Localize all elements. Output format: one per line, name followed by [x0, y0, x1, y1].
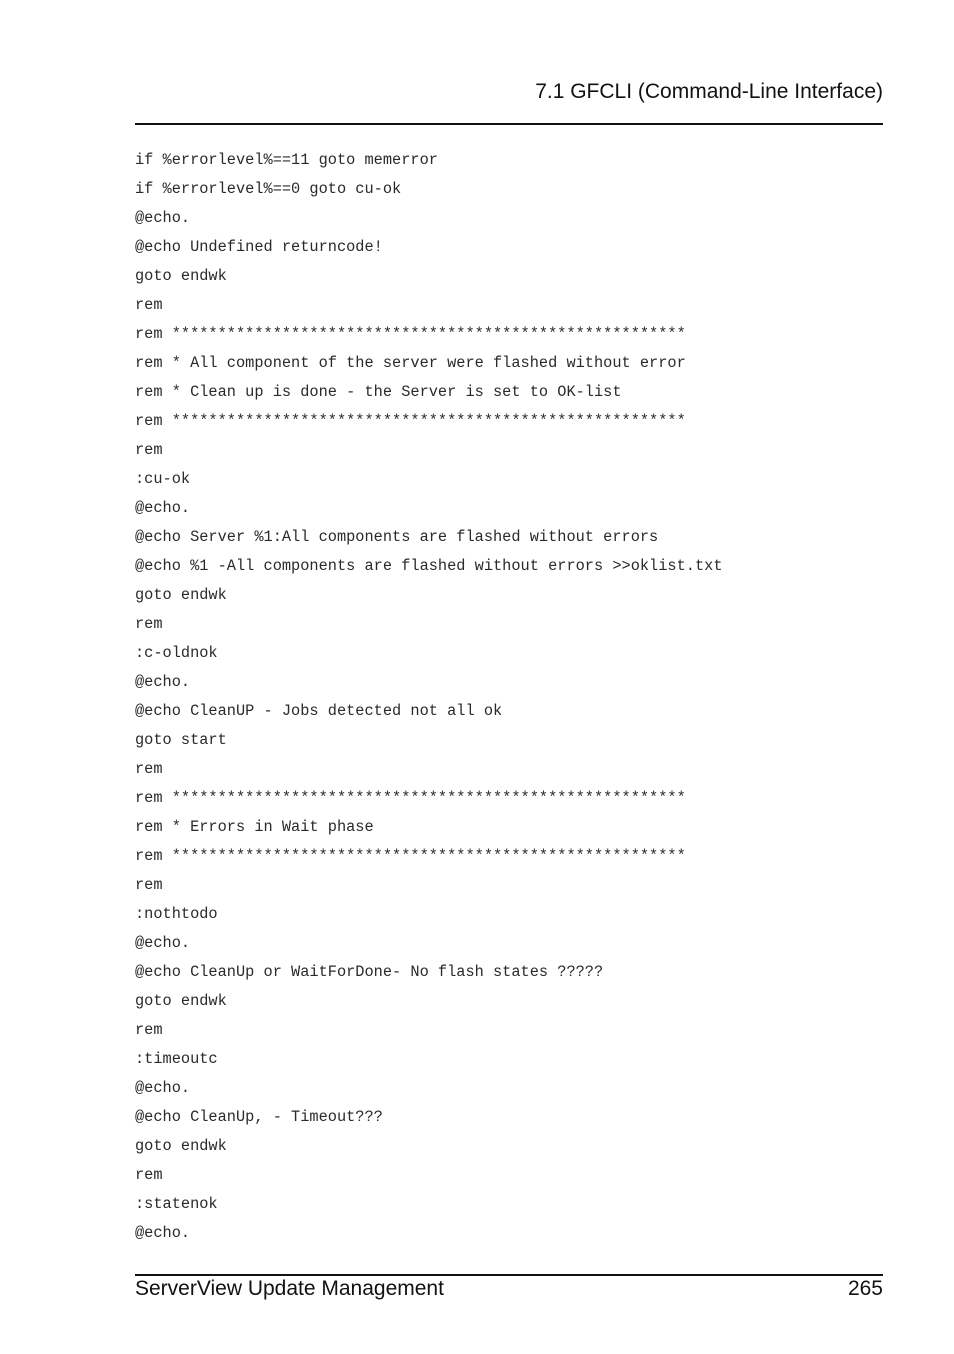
code-line: if %errorlevel%==0 goto cu-ok [135, 180, 402, 198]
code-line: @echo Server %1:All components are flashed without errors [135, 528, 659, 546]
code-line: goto endwk [135, 267, 227, 285]
code-line: :nothtodo [135, 905, 218, 923]
code-line: rem * Errors in Wait phase [135, 818, 374, 836]
code-line: :statenok [135, 1195, 218, 1213]
code-line: rem [135, 441, 163, 459]
code-line: @echo. [135, 934, 191, 952]
code-line: rem [135, 296, 163, 314]
code-line: rem [135, 615, 163, 633]
page-number: 265 [847, 1277, 883, 1300]
code-line: @echo CleanUp or WaitForDone- No flash states ????? [135, 963, 604, 981]
code-line: @echo. [135, 209, 191, 227]
code-line: @echo %1 -All components are flashed without errors >>oklist.txt [135, 557, 723, 575]
code-line: @echo Undefined returncode! [135, 238, 383, 256]
code-line: goto endwk [135, 1137, 227, 1155]
code-line: rem ******************************************************** [135, 789, 686, 807]
code-line: rem * All component of the server were flashed without error [135, 354, 686, 372]
code-line: rem ******************************************************** [135, 847, 686, 865]
section-header-title: 7.1 GFCLI (Command-Line Interface) [535, 80, 883, 103]
code-line: rem [135, 1166, 163, 1184]
header-divider [135, 123, 883, 125]
code-line: rem [135, 876, 163, 894]
code-line: goto endwk [135, 992, 227, 1010]
code-line: @echo. [135, 499, 191, 517]
code-line: rem * Clean up is done - the Server is set to OK-list [135, 383, 622, 401]
code-line: @echo CleanUp, - Timeout??? [135, 1108, 383, 1126]
code-line: :c-oldnok [135, 644, 218, 662]
code-line: :cu-ok [135, 470, 191, 488]
code-line: :timeoutc [135, 1050, 218, 1068]
code-line: rem ******************************************************** [135, 412, 686, 430]
code-line: @echo. [135, 1224, 191, 1242]
batch-code-listing [135, 146, 883, 1248]
footer-document-title: ServerView Update Management [135, 1277, 444, 1300]
code-line: @echo CleanUP - Jobs detected not all ok [135, 702, 503, 720]
code-line: rem ******************************************************** [135, 325, 686, 343]
code-line: @echo. [135, 673, 191, 691]
code-line: if %errorlevel%==11 goto memerror [135, 151, 438, 169]
code-line: goto endwk [135, 586, 227, 604]
code-line: goto start [135, 731, 227, 749]
code-line: rem [135, 760, 163, 778]
code-line: @echo. [135, 1079, 191, 1097]
code-line: rem [135, 1021, 163, 1039]
